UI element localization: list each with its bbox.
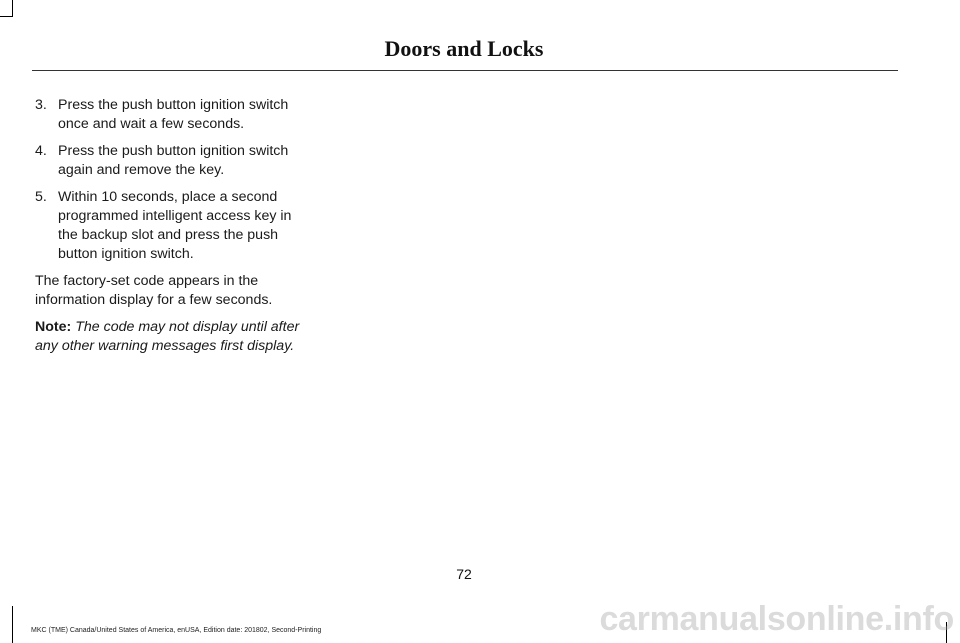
step-number: 5. bbox=[35, 189, 47, 205]
footer-edition-info: MKC (TME) Canada/United States of America, enUSA, Edition date: 201802, Second-Printing bbox=[31, 627, 322, 634]
step-text: Press the push button ignition switch once and wait a few seconds. bbox=[58, 97, 289, 132]
note-label: Note: bbox=[35, 319, 72, 335]
page-number: 72 bbox=[456, 566, 472, 582]
instruction-step bbox=[35, 188, 310, 264]
crop-mark-top-left-vertical bbox=[12, 0, 13, 16]
step-text: Press the push button ignition switch again and remove the key. bbox=[58, 143, 289, 178]
crop-mark-bottom-left-vertical bbox=[12, 606, 13, 643]
instruction-step bbox=[35, 96, 310, 134]
step-text: Within 10 seconds, place a second programmed intelligent access key in the backup slot and press the push button ignition switch. bbox=[58, 189, 292, 262]
watermark: carmanualsonline.info bbox=[599, 600, 954, 638]
step-number: 3. bbox=[35, 97, 47, 113]
main-content-column bbox=[35, 96, 310, 364]
instruction-steps-list bbox=[35, 96, 310, 264]
instruction-step bbox=[35, 142, 310, 180]
crop-mark-top-left-horizontal bbox=[0, 16, 13, 17]
body-paragraph: The factory-set code appears in the information display for a few seconds. bbox=[35, 273, 273, 308]
step-number: 4. bbox=[35, 143, 47, 159]
note-text: The code may not display until after any other warning messages first display. bbox=[35, 319, 300, 354]
header-divider bbox=[32, 70, 898, 71]
note-paragraph bbox=[35, 318, 310, 356]
page-section-title: Doors and Locks bbox=[384, 36, 544, 61]
